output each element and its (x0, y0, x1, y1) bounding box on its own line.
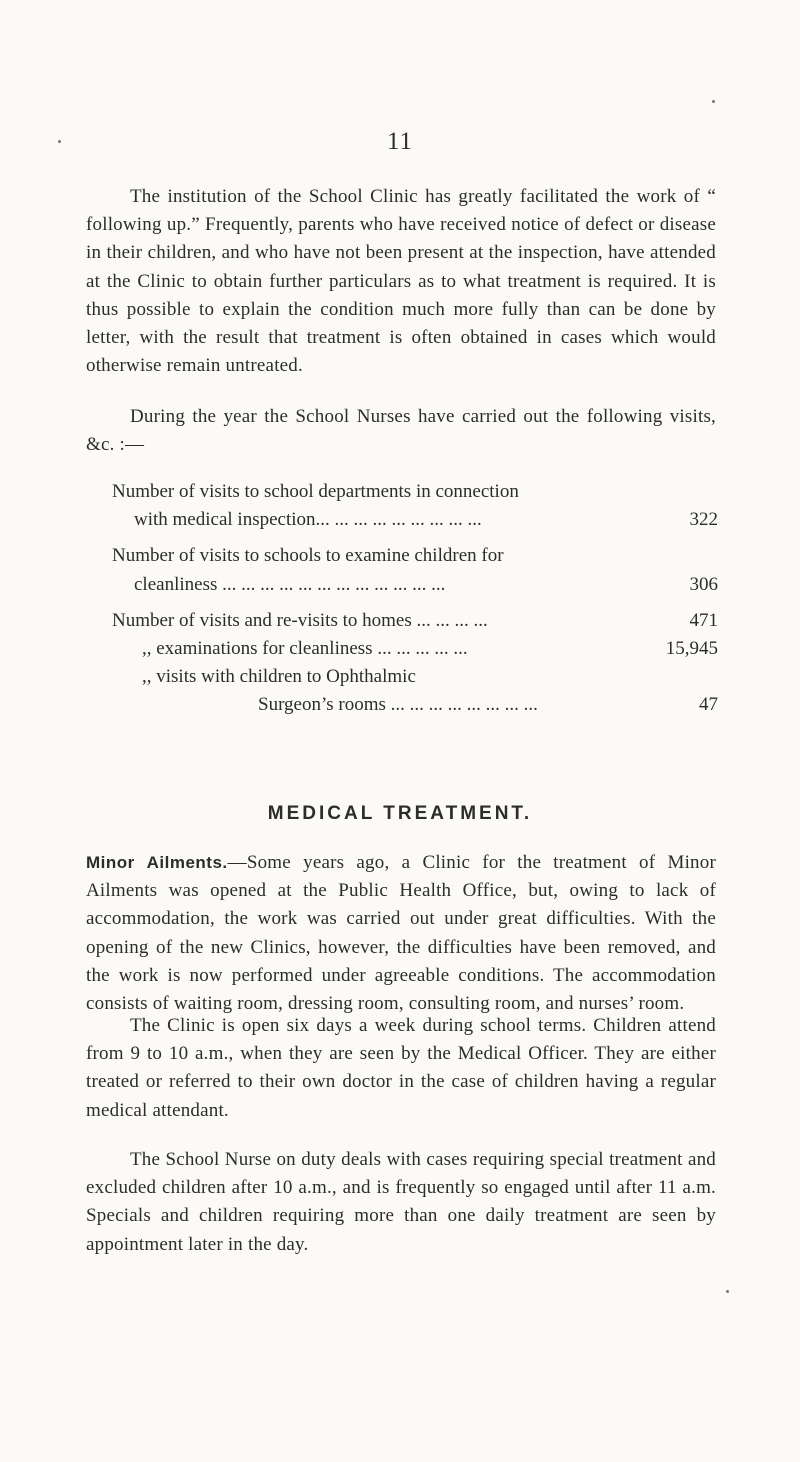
paper-speck (712, 100, 715, 103)
visit-count: 15,945 (665, 637, 718, 659)
visit-entry (112, 663, 718, 719)
visit-count: 471 (689, 609, 718, 631)
visits-intro: During the year the School Nurses have carried out the following visits, &c. :— (86, 406, 716, 456)
visit-label-cont: cleanliness ... ... ... ... ... ... ... ... ... ... ... ... (134, 573, 446, 595)
minor-ailments-text: —Some years ago, a Clinic for the treatment of Minor Ailments was opened at the Public Health Office, but, owing to lack of accommodation, the work was carried out under great difficulties. With the opening of the new Clinics, however, the difficulties have been removed, and the work is now performed under agreeable conditions. The accommodation consists of waiting room, dressing room, consulting room, and nurses’ room. (86, 852, 716, 1015)
visits-list (112, 478, 718, 720)
visit-label: ,, examinations for cleanliness ... ... ... ... ... (142, 637, 468, 659)
visit-entry (112, 478, 718, 534)
minor-ailments-paragraph (86, 849, 716, 1018)
nurse-paragraph: The School Nurse on duty deals with cases requiring special treatment and excluded children after 10 a.m., and is frequently so engaged until after 11 a.m. Specials and children requiring more than one daily treatment are seen by appointment later in the day. (86, 1149, 716, 1255)
visit-label: ,, visits with children to Ophthalmic (142, 666, 416, 688)
clinic-paragraph: The Clinic is open six days a week during school terms. Children attend from 9 to 10 a.m., when they are seen by the Medical Officer. They are either treated or referred to their own doctor in the case of children having a regular medical attendant. (86, 1015, 716, 1121)
visit-entry (112, 542, 718, 598)
visit-label-cont: Surgeon’s rooms ... ... ... ... ... ... ... ... (258, 694, 538, 716)
visit-count: 47 (699, 694, 718, 716)
visit-entry (112, 607, 718, 635)
minor-ailments-heading: Minor Ailments. (86, 853, 228, 872)
visit-count: 306 (689, 573, 718, 595)
visit-label: Number of visits and re-visits to homes ... ... ... ... (112, 609, 488, 631)
intro-paragraph: The institution of the School Clinic has greatly facilitated the work of “ following up.” Frequently, parents who have received notice of defect or disease in their children, and who have not been present at the inspection, have attended at the Clinic to obtain further particulars as to what treatment is required. It is thus possible to explain the condition much more fully than can be done by letter, with the result that treatment is often obtained in cases which would otherwise remain untreated. (86, 186, 716, 377)
paper-speck (58, 140, 61, 143)
visit-entry (112, 635, 718, 663)
visit-count: 322 (689, 509, 718, 531)
section-heading: MEDICAL TREATMENT. (267, 803, 533, 824)
visit-label-cont: with medical inspection... ... ... ... ... ... ... ... ... (134, 509, 482, 531)
paper-speck (726, 1290, 729, 1293)
page-number: 11 (386, 128, 414, 155)
visit-label: Number of visits to school departments in connection (112, 481, 519, 502)
visit-label: Number of visits to schools to examine children for (112, 545, 504, 567)
